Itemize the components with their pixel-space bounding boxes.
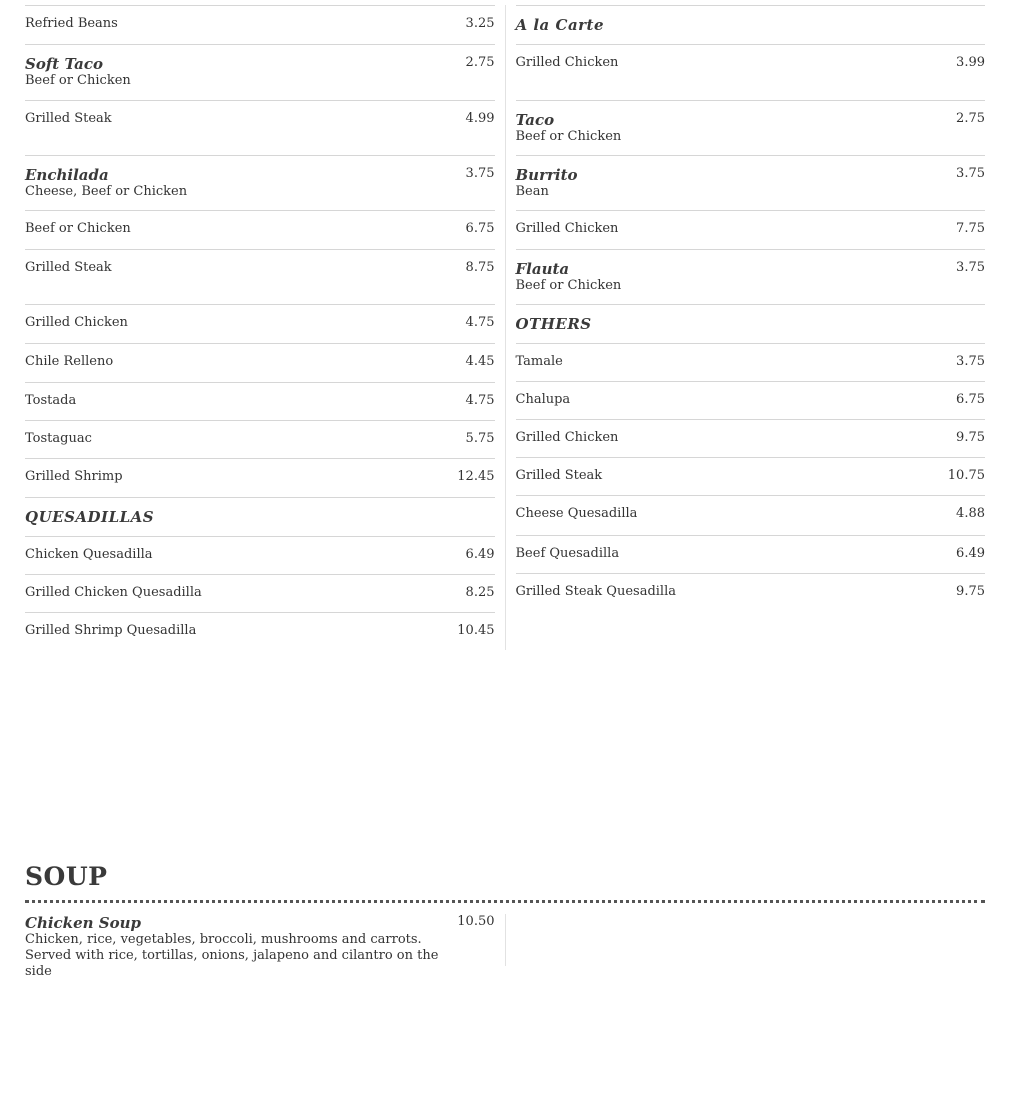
item-title: Taco [515, 111, 555, 129]
item-subtitle: Beef or Chicken [25, 73, 131, 88]
menu-item [25, 44, 495, 100]
menu-item [25, 536, 495, 574]
item-name: Grilled Shrimp [25, 469, 123, 484]
item-subtitle: Beef or Chicken [515, 278, 622, 293]
item-name: Grilled Chicken Quesadilla [25, 585, 202, 600]
category-heading [516, 5, 986, 44]
menu-item [25, 914, 495, 980]
item-price: 10.45 [457, 623, 495, 638]
item-price: 8.75 [465, 260, 495, 275]
menu-column-left [25, 5, 506, 650]
item-name: Grilled Shrimp Quesadilla [25, 623, 197, 638]
item-price: 3.75 [956, 166, 985, 181]
menu-item [516, 381, 986, 419]
item-name: Refried Beans [25, 16, 118, 31]
category-title: OTHERS [515, 315, 592, 333]
menu-section [25, 5, 985, 650]
item-price: 3.25 [465, 16, 495, 31]
item-price: 4.88 [956, 506, 985, 521]
menu-item [516, 573, 986, 611]
item-name: Tostada [25, 393, 77, 408]
item-name: Tamale [515, 354, 563, 369]
item-price: 2.75 [465, 55, 495, 70]
dotted-divider [25, 900, 985, 903]
item-name: Grilled Steak [25, 260, 112, 275]
item-price: 10.75 [947, 468, 985, 483]
item-price: 4.75 [465, 315, 495, 330]
soup-section [25, 914, 985, 979]
category-title: A la Carte [515, 16, 605, 34]
menu-item [25, 249, 495, 304]
item-price: 5.75 [465, 431, 495, 446]
item-subtitle: Beef or Chicken [515, 129, 622, 144]
menu-item [516, 155, 986, 210]
item-name: Tostaguac [25, 431, 92, 446]
soup-column-left [25, 914, 506, 979]
item-subtitle: Bean [515, 184, 549, 199]
item-title: Soft Taco [25, 55, 104, 73]
item-price: 4.99 [465, 111, 495, 126]
item-name: Beef Quesadilla [515, 546, 620, 561]
item-price: 6.49 [465, 547, 495, 562]
item-price: 4.75 [465, 393, 495, 408]
item-price: 12.45 [457, 469, 495, 484]
menu-item [25, 382, 495, 420]
item-title: Chicken Soup [25, 914, 141, 932]
item-name: Cheese Quesadilla [515, 506, 638, 521]
section-title: SOUP [25, 862, 108, 891]
item-price: 3.75 [956, 354, 985, 369]
category-title: QUESADILLAS [25, 508, 155, 526]
menu-item [25, 343, 495, 382]
menu-item [25, 100, 495, 155]
item-name: Grilled Steak Quesadilla [515, 584, 676, 599]
menu-item [516, 210, 986, 249]
item-price: 6.75 [465, 221, 495, 236]
menu-item [25, 420, 495, 458]
item-price: 8.25 [465, 585, 495, 600]
menu-item [25, 5, 495, 44]
item-price: 3.75 [956, 260, 985, 275]
item-name: Grilled Steak [515, 468, 603, 483]
item-name: Grilled Chicken [515, 221, 619, 236]
category-heading [516, 304, 986, 343]
menu-item [25, 574, 495, 612]
menu-column-right [506, 5, 986, 650]
menu-item [25, 304, 495, 343]
menu-item [516, 343, 986, 381]
item-name: Grilled Chicken [515, 430, 619, 445]
item-price: 6.49 [956, 546, 985, 561]
item-price: 10.50 [457, 914, 495, 929]
item-price: 3.75 [465, 166, 495, 181]
item-name: Chile Relleno [25, 354, 114, 369]
menu-item [25, 458, 495, 497]
menu-item [516, 457, 986, 495]
item-price: 2.75 [956, 111, 985, 126]
item-name: Beef or Chicken [25, 221, 131, 236]
item-price: 6.75 [956, 392, 985, 407]
category-heading [25, 497, 495, 536]
menu-item [516, 44, 986, 100]
item-title: Burrito [515, 166, 578, 184]
item-name: Chicken Quesadilla [25, 547, 153, 562]
item-price: 7.75 [956, 221, 985, 236]
menu-item [25, 612, 495, 650]
item-title: Enchilada [25, 166, 109, 184]
soup-column-right [506, 914, 986, 966]
menu-item [516, 535, 986, 573]
menu-item [25, 155, 495, 210]
item-price: 3.99 [956, 55, 985, 70]
item-description: Chicken, rice, vegetables, broccoli, mushrooms and carrots. Served with rice, tortillas, onions, jalapeno and cilantro on the side [25, 932, 439, 979]
soup-section-header [25, 862, 985, 903]
menu-item [516, 419, 986, 457]
menu-item [516, 100, 986, 155]
item-subtitle: Cheese, Beef or Chicken [25, 184, 188, 199]
item-name: Grilled Steak [25, 111, 112, 126]
menu-item [516, 249, 986, 304]
item-price: 9.75 [956, 584, 985, 599]
item-price: 9.75 [956, 430, 985, 445]
item-title: Flauta [515, 260, 570, 278]
menu-item [516, 495, 986, 535]
menu-item [25, 210, 495, 249]
item-price: 4.45 [465, 354, 495, 369]
item-name: Grilled Chicken [515, 55, 619, 70]
item-name: Chalupa [515, 392, 571, 407]
item-name: Grilled Chicken [25, 315, 128, 330]
